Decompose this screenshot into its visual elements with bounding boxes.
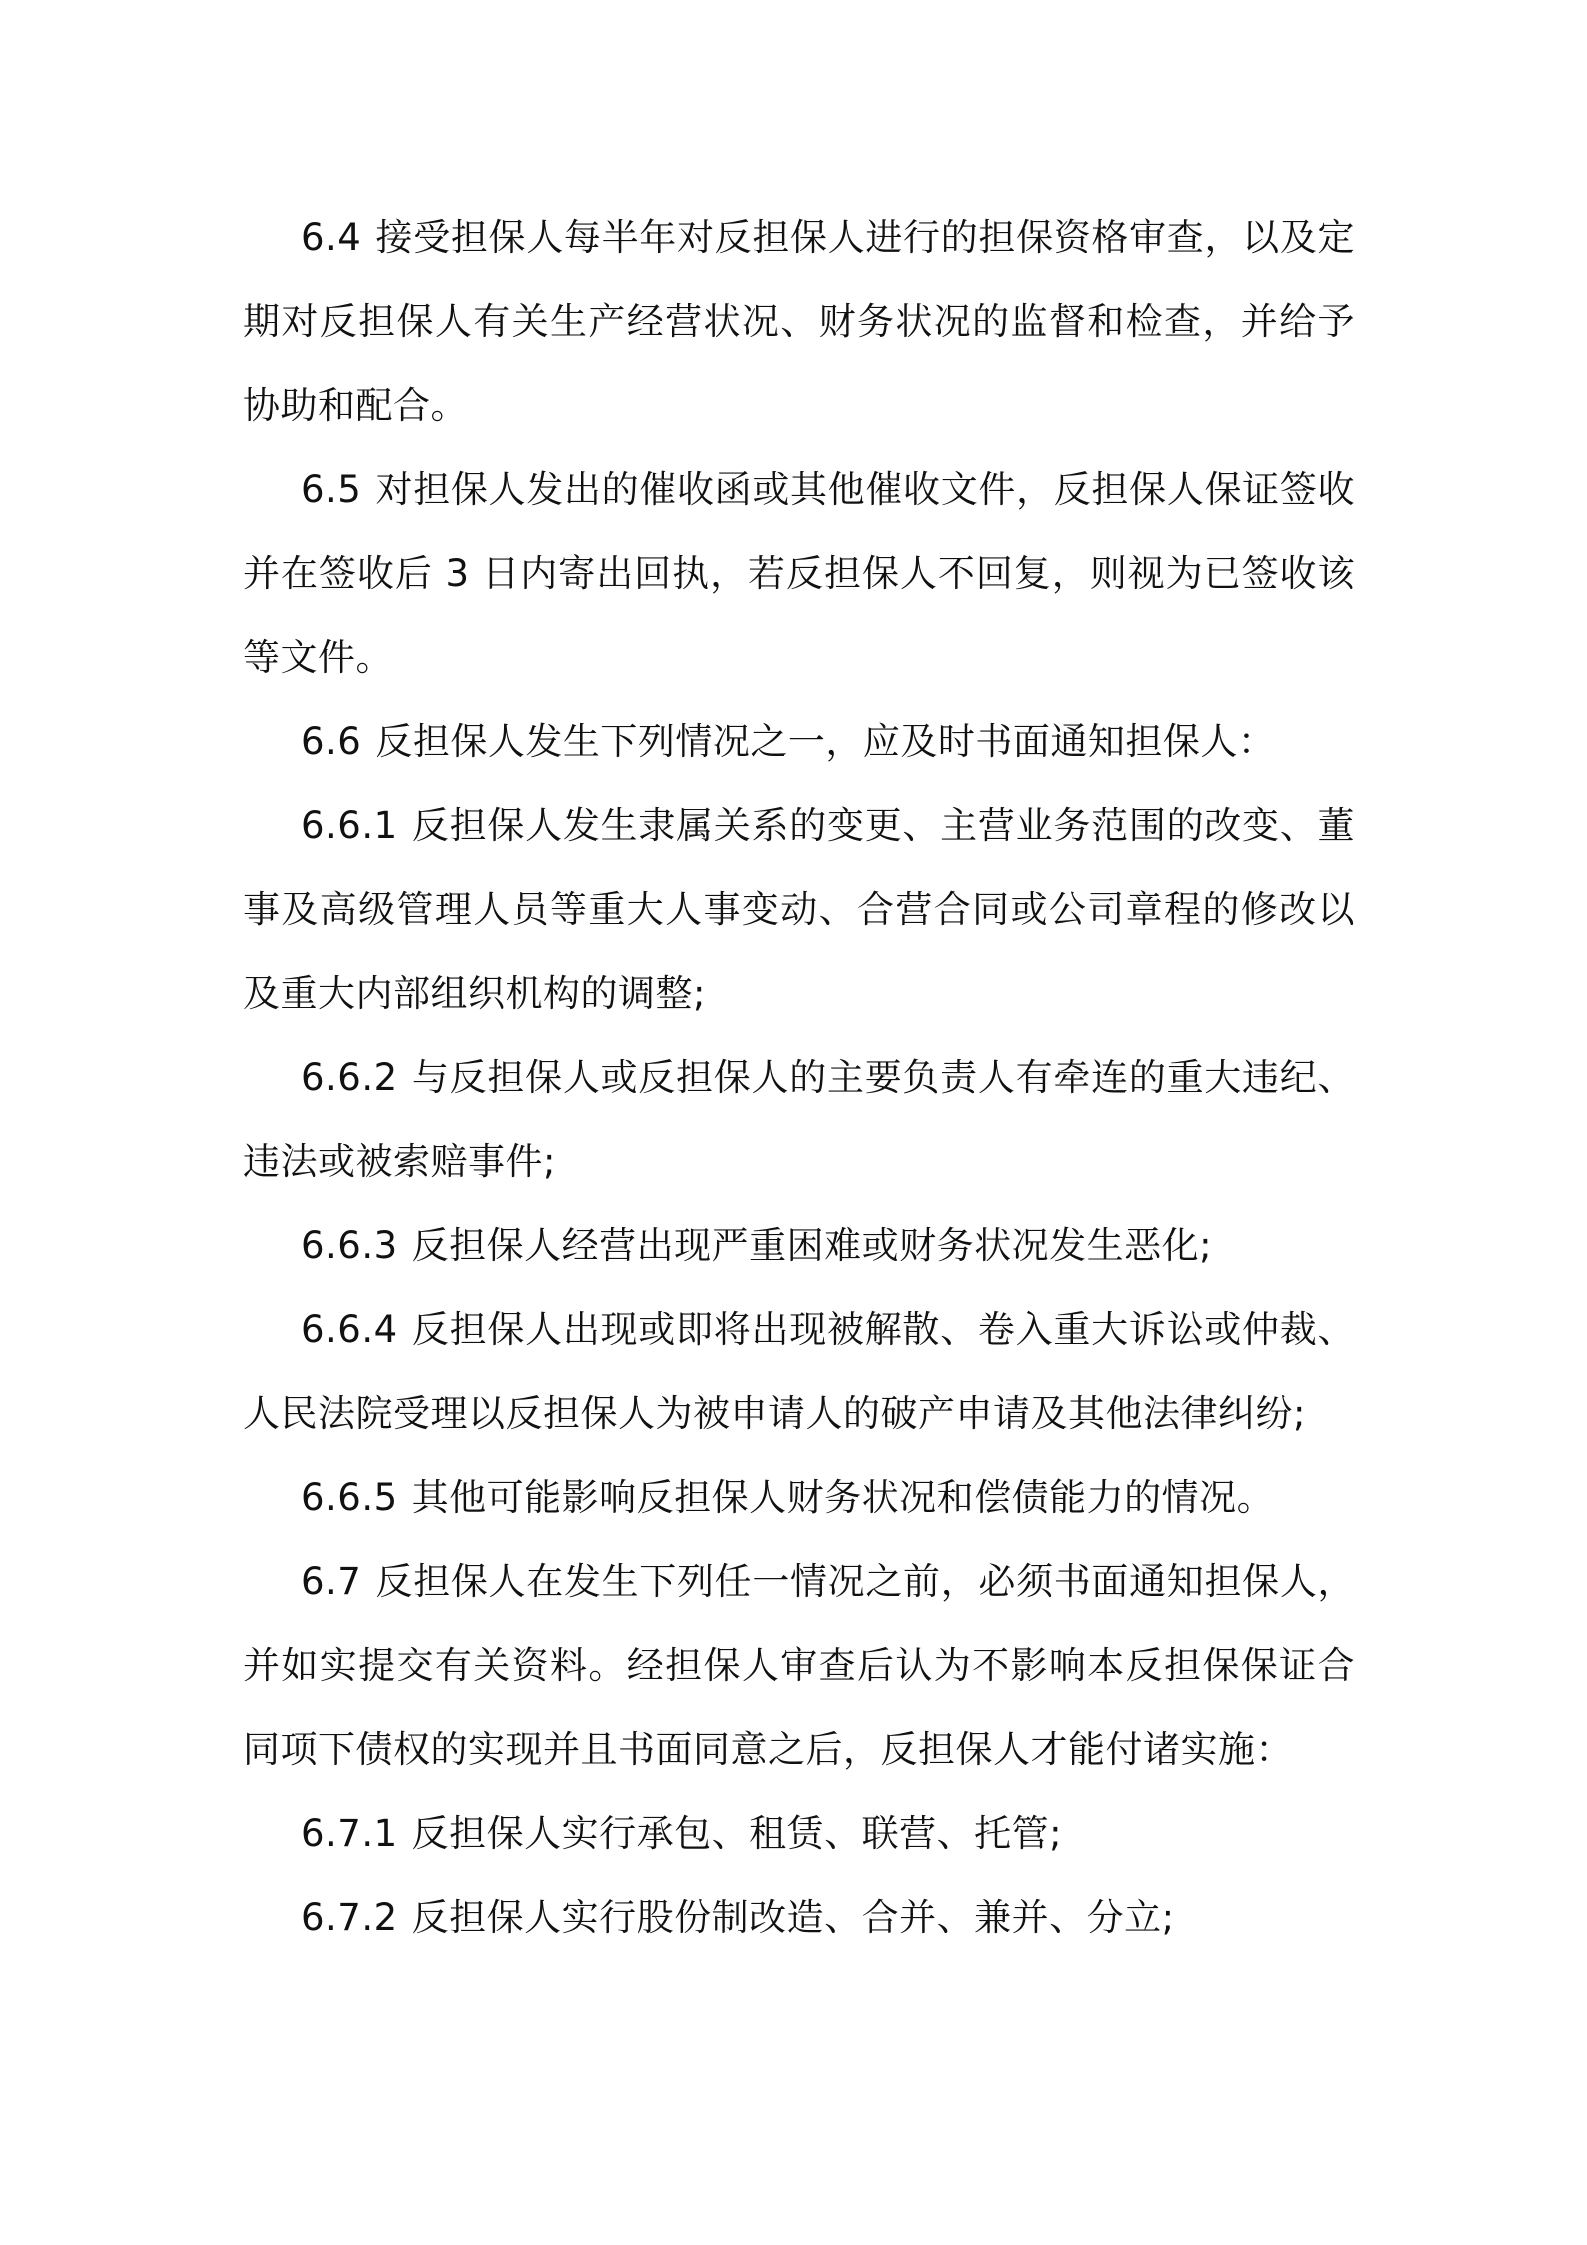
clause-6-7-2 bbox=[243, 1876, 1355, 1960]
clause-text: 对担保人发出的催收函或其他催收文件，反担保人保证签收并在签收后 3 日内寄出回执，若反担保人不回复，则视为已签收该等文件。 bbox=[243, 468, 1355, 679]
clause-6-6-3 bbox=[243, 1204, 1355, 1288]
clause-number: 6.7.1 bbox=[301, 1812, 398, 1855]
clause-number: 6.6 bbox=[301, 720, 362, 763]
clause-number: 6.7.2 bbox=[301, 1896, 398, 1939]
clause-text: 反担保人实行股份制改造、合并、兼并、分立; bbox=[411, 1896, 1175, 1939]
clause-number: 6.4 bbox=[301, 216, 362, 259]
clause-6-7-1 bbox=[243, 1792, 1355, 1876]
clause-text: 其他可能影响反担保人财务状况和偿债能力的情况。 bbox=[411, 1476, 1275, 1519]
clause-number: 6.6.4 bbox=[301, 1308, 398, 1351]
clause-6-5 bbox=[243, 448, 1355, 700]
clause-6-6-5 bbox=[243, 1456, 1355, 1540]
clause-text: 反担保人经营出现严重困难或财务状况发生恶化; bbox=[411, 1224, 1213, 1267]
clause-text: 反担保人实行承包、租赁、联营、托管; bbox=[411, 1812, 1063, 1855]
clause-number: 6.6.3 bbox=[301, 1224, 398, 1267]
document-body bbox=[243, 196, 1355, 1960]
clause-number: 6.6.5 bbox=[301, 1476, 398, 1519]
clause-text: 反担保人发生下列情况之一，应及时书面通知担保人： bbox=[375, 720, 1276, 763]
clause-number: 6.6.1 bbox=[301, 804, 398, 847]
clause-number: 6.6.2 bbox=[301, 1056, 398, 1099]
clause-text: 反担保人在发生下列任一情况之前，必须书面通知担保人，并如实提交有关资料。经担保人审查后认为不影响本反担保保证合同项下债权的实现并且书面同意之后，反担保人才能付诸实施： bbox=[243, 1560, 1355, 1771]
clause-6-6-1 bbox=[243, 784, 1355, 1036]
clause-text: 反担保人发生隶属关系的变更、主营业务范围的改变、董事及高级管理人员等重大人事变动、合营合同或公司章程的修改以及重大内部组织机构的调整; bbox=[243, 804, 1355, 1015]
clause-text: 与反担保人或反担保人的主要负责人有牵连的重大违纪、违法或被索赔事件; bbox=[243, 1056, 1355, 1183]
clause-6-7 bbox=[243, 1540, 1355, 1792]
clause-text: 反担保人出现或即将出现被解散、卷入重大诉讼或仲裁、人民法院受理以反担保人为被申请人的破产申请及其他法律纠纷; bbox=[243, 1308, 1355, 1435]
clause-6-6-4 bbox=[243, 1288, 1355, 1456]
clause-text: 接受担保人每半年对反担保人进行的担保资格审查，以及定期对反担保人有关生产经营状况、财务状况的监督和检查，并给予协助和配合。 bbox=[243, 216, 1355, 427]
clause-6-4 bbox=[243, 196, 1355, 448]
clause-6-6-2 bbox=[243, 1036, 1355, 1204]
clause-number: 6.7 bbox=[301, 1560, 362, 1603]
clause-6-6 bbox=[243, 700, 1355, 784]
clause-number: 6.5 bbox=[301, 468, 362, 511]
